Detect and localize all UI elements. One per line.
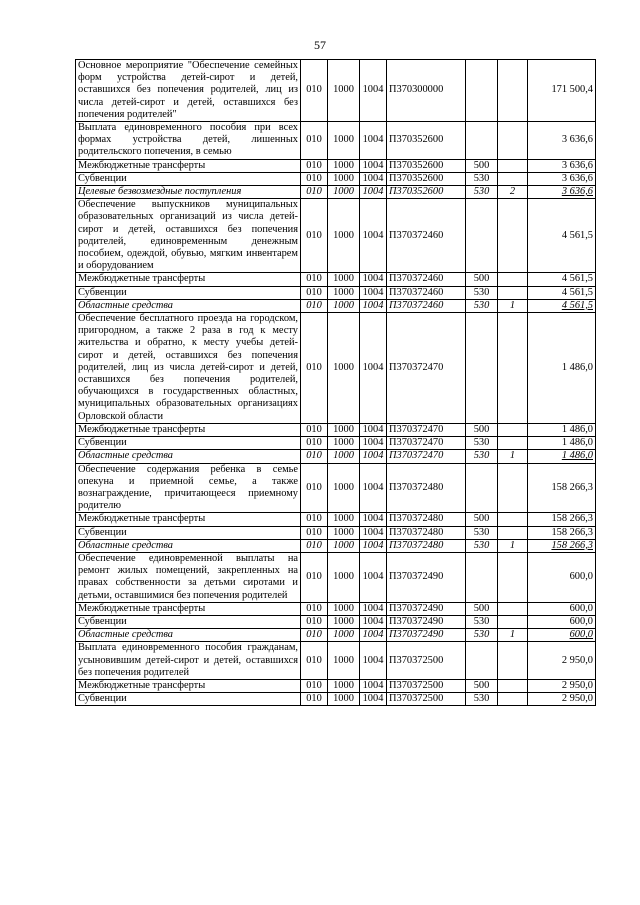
row-statya-cell: П370372480	[387, 513, 466, 526]
row-name-cell: Субвенции	[76, 615, 301, 628]
row-sum-cell: 158 266,3	[528, 463, 596, 513]
row-statya-cell: П370372490	[387, 602, 466, 615]
row-podrazdel-cell: 1004	[360, 186, 387, 199]
row-glava-cell: 010	[301, 60, 328, 122]
table-row	[76, 286, 596, 299]
row-glava-cell: 010	[301, 679, 328, 692]
row-vr-cell: 530	[466, 526, 498, 539]
row-statya-cell: П370372470	[387, 313, 466, 424]
row-glava-cell: 010	[301, 513, 328, 526]
row-podrazdel-cell: 1004	[360, 299, 387, 312]
row-razdel-cell: 1000	[328, 273, 360, 286]
row-source-cell	[498, 693, 528, 706]
row-source-cell	[498, 679, 528, 692]
row-vr-cell: 500	[466, 679, 498, 692]
row-podrazdel-cell: 1004	[360, 526, 387, 539]
row-name-cell: Областные средства	[76, 629, 301, 642]
row-vr-cell: 530	[466, 450, 498, 463]
row-statya-cell: П370372470	[387, 450, 466, 463]
row-name-cell: Областные средства	[76, 450, 301, 463]
row-podrazdel-cell: 1004	[360, 693, 387, 706]
row-statya-cell: П370372480	[387, 539, 466, 552]
row-sum-cell: 3 636,6	[528, 159, 596, 172]
table-row	[76, 172, 596, 185]
table-row	[76, 313, 596, 424]
row-glava-cell: 010	[301, 552, 328, 602]
row-razdel-cell: 1000	[328, 172, 360, 185]
row-source-cell	[498, 437, 528, 450]
row-razdel-cell: 1000	[328, 463, 360, 513]
row-glava-cell: 010	[301, 642, 328, 680]
row-razdel-cell: 1000	[328, 629, 360, 642]
row-glava-cell: 010	[301, 299, 328, 312]
row-podrazdel-cell: 1004	[360, 286, 387, 299]
row-glava-cell: 010	[301, 450, 328, 463]
table-row	[76, 679, 596, 692]
row-glava-cell: 010	[301, 199, 328, 273]
row-glava-cell: 010	[301, 286, 328, 299]
row-razdel-cell: 1000	[328, 642, 360, 680]
row-glava-cell: 010	[301, 273, 328, 286]
row-podrazdel-cell: 1004	[360, 172, 387, 185]
row-podrazdel-cell: 1004	[360, 602, 387, 615]
row-statya-cell: П370372470	[387, 423, 466, 436]
row-razdel-cell: 1000	[328, 539, 360, 552]
row-vr-cell: 530	[466, 172, 498, 185]
row-podrazdel-cell: 1004	[360, 629, 387, 642]
row-podrazdel-cell: 1004	[360, 122, 387, 160]
row-sum-cell: 158 266,3	[528, 526, 596, 539]
page-number: 57	[314, 38, 326, 52]
row-sum-cell: 158 266,3	[528, 513, 596, 526]
row-razdel-cell: 1000	[328, 159, 360, 172]
table-row	[76, 615, 596, 628]
row-source-cell	[498, 159, 528, 172]
row-vr-cell: 500	[466, 513, 498, 526]
row-statya-cell: П370372470	[387, 437, 466, 450]
row-sum-cell: 4 561,5	[528, 299, 596, 312]
row-vr-cell: 500	[466, 602, 498, 615]
row-sum-cell: 1 486,0	[528, 313, 596, 424]
table-row	[76, 186, 596, 199]
row-name-cell: Субвенции	[76, 172, 301, 185]
row-podrazdel-cell: 1004	[360, 642, 387, 680]
row-glava-cell: 010	[301, 186, 328, 199]
row-glava-cell: 010	[301, 172, 328, 185]
row-razdel-cell: 1000	[328, 526, 360, 539]
row-razdel-cell: 1000	[328, 602, 360, 615]
row-razdel-cell: 1000	[328, 186, 360, 199]
row-razdel-cell: 1000	[328, 423, 360, 436]
row-name-cell: Межбюджетные трансферты	[76, 602, 301, 615]
row-glava-cell: 010	[301, 437, 328, 450]
row-razdel-cell: 1000	[328, 122, 360, 160]
row-sum-cell: 2 950,0	[528, 642, 596, 680]
row-podrazdel-cell: 1004	[360, 159, 387, 172]
row-source-cell	[498, 642, 528, 680]
row-podrazdel-cell: 1004	[360, 313, 387, 424]
row-statya-cell: П370352600	[387, 122, 466, 160]
row-statya-cell: П370352600	[387, 186, 466, 199]
row-podrazdel-cell: 1004	[360, 273, 387, 286]
row-statya-cell: П370372500	[387, 693, 466, 706]
row-sum-cell: 2 950,0	[528, 693, 596, 706]
row-vr-cell: 500	[466, 159, 498, 172]
table-row	[76, 463, 596, 513]
row-name-cell: Обеспечение выпускников муниципальных образовательных организаций из числа детей-сирот и детей, оставшихся без попечения родителей, единовременным денежным пособием, одеждой, обувью, мягким инвентарем и оборудованием	[76, 199, 301, 273]
row-podrazdel-cell: 1004	[360, 450, 387, 463]
row-glava-cell: 010	[301, 629, 328, 642]
table-row	[76, 602, 596, 615]
row-vr-cell	[466, 552, 498, 602]
row-podrazdel-cell: 1004	[360, 199, 387, 273]
table-row	[76, 122, 596, 160]
table-row	[76, 159, 596, 172]
row-name-cell: Областные средства	[76, 299, 301, 312]
row-vr-cell	[466, 463, 498, 513]
row-sum-cell: 4 561,5	[528, 286, 596, 299]
row-glava-cell: 010	[301, 423, 328, 436]
row-source-cell	[498, 513, 528, 526]
row-name-cell: Обеспечение бесплатного проезда на городском, пригородном, а также 2 раза в год к месту жительства и обратно, к месту учебы детей-сирот и детей, оставшихся без попечения родителей, лиц из числа детей-сирот и детей, оставшихся без попечения родителей, обучающихся в государственных областных, муниципальных образовательных организациях Орловской области	[76, 313, 301, 424]
table-row	[76, 450, 596, 463]
row-razdel-cell: 1000	[328, 693, 360, 706]
row-podrazdel-cell: 1004	[360, 539, 387, 552]
row-razdel-cell: 1000	[328, 513, 360, 526]
row-statya-cell: П370372490	[387, 629, 466, 642]
row-razdel-cell: 1000	[328, 60, 360, 122]
table-row	[76, 423, 596, 436]
row-statya-cell: П370372460	[387, 299, 466, 312]
row-vr-cell	[466, 199, 498, 273]
row-source-cell	[498, 60, 528, 122]
row-source-cell	[498, 172, 528, 185]
row-name-cell: Выплата единовременного пособия при всех формах устройства детей, лишенных родительского попечения, в семью	[76, 122, 301, 160]
row-statya-cell: П370372500	[387, 642, 466, 680]
row-vr-cell	[466, 313, 498, 424]
table-row	[76, 299, 596, 312]
row-podrazdel-cell: 1004	[360, 423, 387, 436]
row-glava-cell: 010	[301, 615, 328, 628]
row-glava-cell: 010	[301, 539, 328, 552]
row-podrazdel-cell: 1004	[360, 437, 387, 450]
row-glava-cell: 010	[301, 526, 328, 539]
row-statya-cell: П370372500	[387, 679, 466, 692]
row-podrazdel-cell: 1004	[360, 679, 387, 692]
table-row	[76, 273, 596, 286]
row-name-cell: Областные средства	[76, 539, 301, 552]
row-statya-cell: П370372490	[387, 552, 466, 602]
row-vr-cell: 530	[466, 615, 498, 628]
row-name-cell: Субвенции	[76, 526, 301, 539]
row-statya-cell: П370372460	[387, 286, 466, 299]
row-source-cell	[498, 199, 528, 273]
row-glava-cell: 010	[301, 463, 328, 513]
row-sum-cell: 158 266,3	[528, 539, 596, 552]
row-sum-cell: 3 636,6	[528, 186, 596, 199]
row-source-cell: 1	[498, 629, 528, 642]
row-statya-cell: П370352600	[387, 159, 466, 172]
row-name-cell: Межбюджетные трансферты	[76, 513, 301, 526]
table-row	[76, 60, 596, 122]
row-vr-cell: 530	[466, 437, 498, 450]
row-sum-cell: 4 561,5	[528, 199, 596, 273]
row-statya-cell: П370372490	[387, 615, 466, 628]
row-podrazdel-cell: 1004	[360, 463, 387, 513]
table-row	[76, 539, 596, 552]
row-source-cell: 1	[498, 450, 528, 463]
row-source-cell: 1	[498, 299, 528, 312]
row-source-cell	[498, 463, 528, 513]
row-vr-cell	[466, 642, 498, 680]
row-name-cell: Целевые безвозмездные поступления	[76, 186, 301, 199]
row-razdel-cell: 1000	[328, 299, 360, 312]
row-sum-cell: 1 486,0	[528, 437, 596, 450]
row-sum-cell: 1 486,0	[528, 450, 596, 463]
row-sum-cell: 1 486,0	[528, 423, 596, 436]
row-razdel-cell: 1000	[328, 437, 360, 450]
row-sum-cell: 600,0	[528, 602, 596, 615]
row-razdel-cell: 1000	[328, 679, 360, 692]
row-vr-cell: 500	[466, 273, 498, 286]
budget-table	[75, 59, 596, 706]
row-glava-cell: 010	[301, 602, 328, 615]
row-sum-cell: 600,0	[528, 629, 596, 642]
row-sum-cell: 600,0	[528, 615, 596, 628]
row-statya-cell: П370372480	[387, 463, 466, 513]
row-sum-cell: 600,0	[528, 552, 596, 602]
row-razdel-cell: 1000	[328, 450, 360, 463]
row-source-cell: 2	[498, 186, 528, 199]
table-row	[76, 513, 596, 526]
row-podrazdel-cell: 1004	[360, 513, 387, 526]
row-statya-cell: П370352600	[387, 172, 466, 185]
row-source-cell	[498, 423, 528, 436]
row-name-cell: Обеспечение единовременной выплаты на ремонт жилых помещений, закрепленных на правах собственности за детьми сиротами и детьми, оставшимися без попечения родителей	[76, 552, 301, 602]
row-razdel-cell: 1000	[328, 552, 360, 602]
table-row	[76, 693, 596, 706]
row-name-cell: Субвенции	[76, 693, 301, 706]
row-glava-cell: 010	[301, 693, 328, 706]
row-podrazdel-cell: 1004	[360, 615, 387, 628]
row-vr-cell: 530	[466, 539, 498, 552]
row-name-cell: Межбюджетные трансферты	[76, 159, 301, 172]
row-sum-cell: 2 950,0	[528, 679, 596, 692]
row-podrazdel-cell: 1004	[360, 60, 387, 122]
row-vr-cell: 500	[466, 423, 498, 436]
row-source-cell	[498, 286, 528, 299]
row-name-cell: Субвенции	[76, 286, 301, 299]
row-source-cell	[498, 122, 528, 160]
row-name-cell: Основное мероприятие "Обеспечение семейных форм устройства детей-сирот и детей, оставшихся без попечения родителей, лиц из числа детей-сирот и детей, оставшихся без попечения родителей"	[76, 60, 301, 122]
row-source-cell	[498, 313, 528, 424]
row-sum-cell: 4 561,5	[528, 273, 596, 286]
table-row	[76, 642, 596, 680]
row-sum-cell: 3 636,6	[528, 122, 596, 160]
row-statya-cell: П370372460	[387, 273, 466, 286]
table-row	[76, 437, 596, 450]
row-statya-cell: П370372460	[387, 199, 466, 273]
row-statya-cell: П370372480	[387, 526, 466, 539]
row-name-cell: Выплата единовременного пособия гражданам, усыновившим детей-сирот и детей, оставшихся без попечения родителей	[76, 642, 301, 680]
row-source-cell	[498, 615, 528, 628]
row-source-cell	[498, 602, 528, 615]
row-razdel-cell: 1000	[328, 615, 360, 628]
row-vr-cell: 530	[466, 286, 498, 299]
row-name-cell: Межбюджетные трансферты	[76, 423, 301, 436]
row-glava-cell: 010	[301, 313, 328, 424]
table-row	[76, 552, 596, 602]
row-sum-cell: 171 500,4	[528, 60, 596, 122]
row-vr-cell: 530	[466, 693, 498, 706]
row-vr-cell: 530	[466, 299, 498, 312]
row-glava-cell: 010	[301, 159, 328, 172]
row-statya-cell: П370300000	[387, 60, 466, 122]
row-name-cell: Субвенции	[76, 437, 301, 450]
row-name-cell: Межбюджетные трансферты	[76, 273, 301, 286]
row-vr-cell	[466, 60, 498, 122]
table-row	[76, 199, 596, 273]
row-vr-cell: 530	[466, 186, 498, 199]
row-name-cell: Межбюджетные трансферты	[76, 679, 301, 692]
row-razdel-cell: 1000	[328, 286, 360, 299]
row-name-cell: Обеспечение содержания ребенка в семье опекуна и приемной семье, а также вознаграждение, причитающееся приемному родителю	[76, 463, 301, 513]
budget-table-body	[76, 60, 596, 706]
row-vr-cell: 530	[466, 629, 498, 642]
row-source-cell	[498, 552, 528, 602]
row-podrazdel-cell: 1004	[360, 552, 387, 602]
row-vr-cell	[466, 122, 498, 160]
table-row	[76, 629, 596, 642]
row-source-cell	[498, 526, 528, 539]
table-row	[76, 526, 596, 539]
row-sum-cell: 3 636,6	[528, 172, 596, 185]
row-razdel-cell: 1000	[328, 199, 360, 273]
row-source-cell	[498, 273, 528, 286]
row-source-cell: 1	[498, 539, 528, 552]
row-razdel-cell: 1000	[328, 313, 360, 424]
row-glava-cell: 010	[301, 122, 328, 160]
